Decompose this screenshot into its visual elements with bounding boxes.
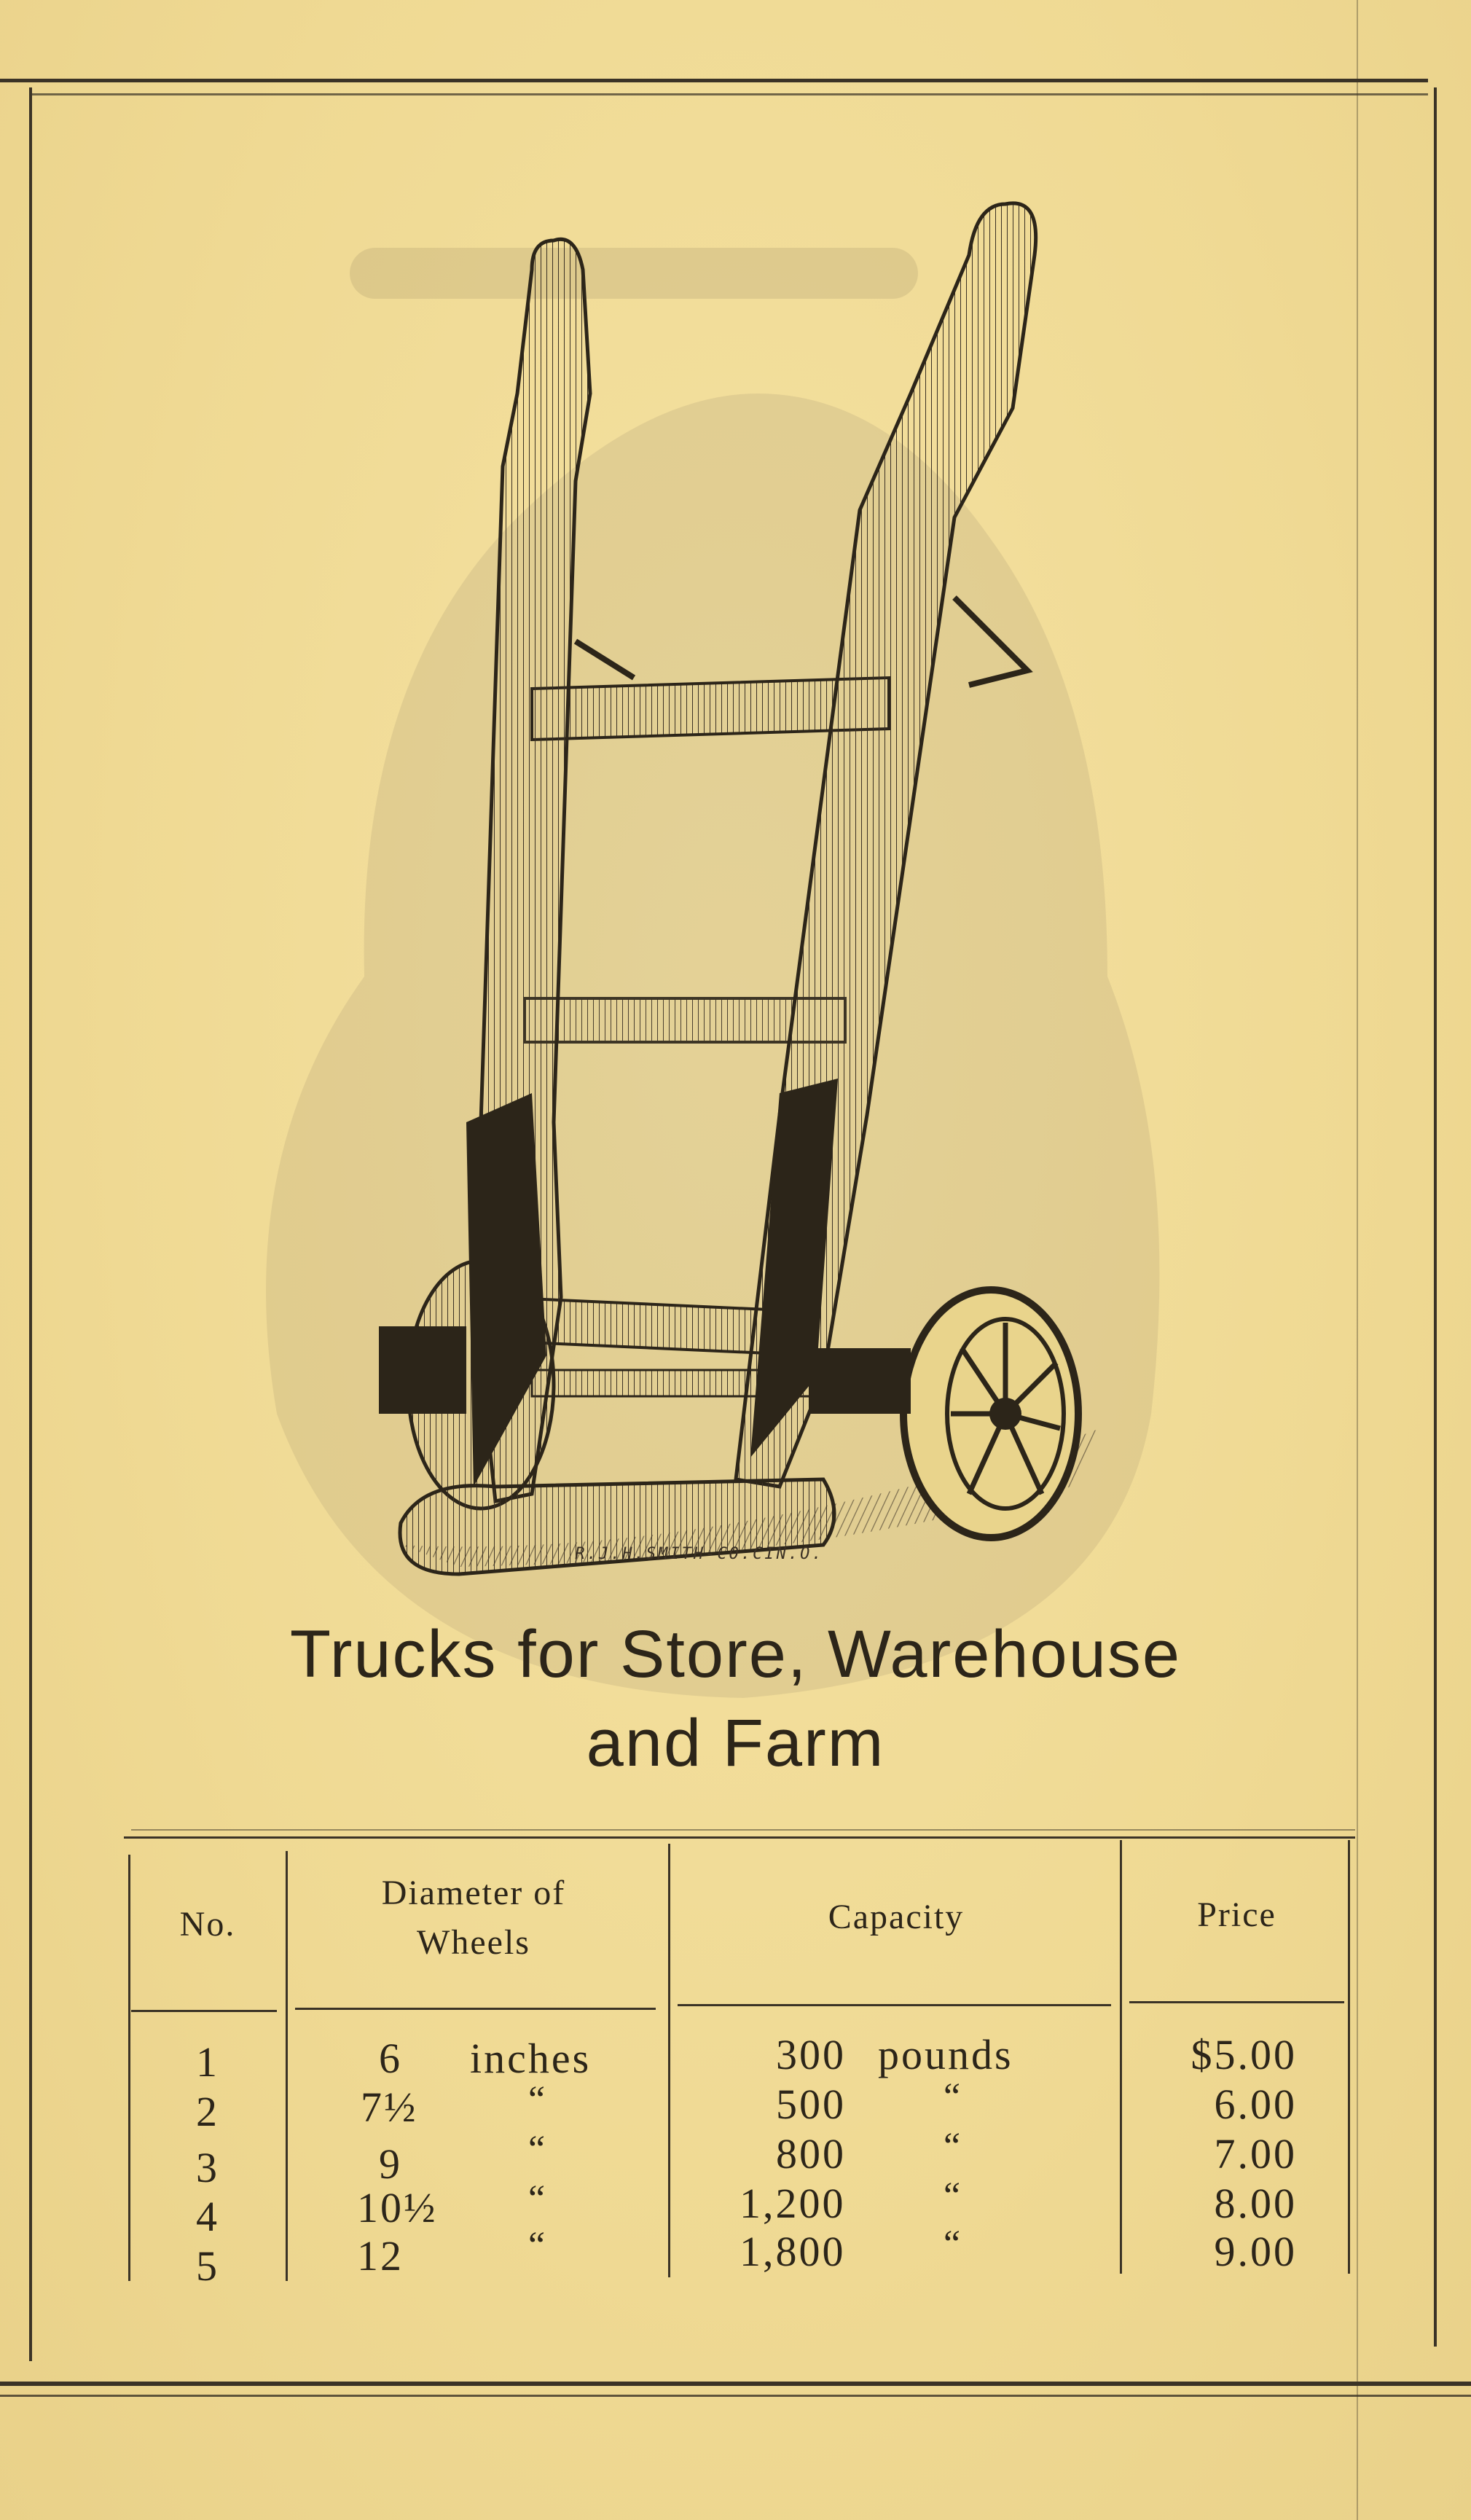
table-top-rule-2 xyxy=(131,1829,1355,1831)
row-4-capacity: 1,200 xyxy=(740,2180,846,2227)
header-underline-3 xyxy=(678,2004,1111,2006)
header-capacity: Capacity xyxy=(828,1898,965,1936)
row-3-price: 7.00 xyxy=(1214,2130,1297,2177)
table-top-rule xyxy=(124,1836,1355,1839)
header-underline-1 xyxy=(131,2010,277,2012)
header-price: Price xyxy=(1197,1895,1276,1934)
table-right-rule xyxy=(1348,1840,1350,2274)
row-4-no: 4 xyxy=(196,2193,219,2240)
page-title-line-1: Trucks for Store, Warehouse xyxy=(289,1617,1182,1691)
row-1-capacity-unit: pounds xyxy=(878,2031,1013,2078)
row-2-no: 2 xyxy=(196,2088,219,2135)
row-5-no: 5 xyxy=(196,2242,219,2290)
header-underline-4 xyxy=(1129,2001,1344,2003)
row-5-capacity: 1,800 xyxy=(740,2228,846,2275)
row-5-capacity-unit: “ xyxy=(944,2223,961,2265)
row-2-capacity: 500 xyxy=(776,2081,846,2128)
top-border-rule xyxy=(0,79,1428,82)
engraver-mark: R.J.H.SMITH-CO.CIN.O. xyxy=(575,1545,824,1563)
row-2-price: 6.00 xyxy=(1214,2081,1297,2128)
row-3-diameter-unit: “ xyxy=(528,2129,546,2170)
row-3-capacity: 800 xyxy=(776,2130,846,2177)
row-1-capacity: 300 xyxy=(776,2031,846,2078)
row-4-price: 8.00 xyxy=(1214,2180,1297,2227)
row-1-no: 1 xyxy=(196,2038,219,2086)
bottom-border-rule xyxy=(0,2382,1471,2386)
hand-truck-illustration xyxy=(313,175,1137,1589)
col-divider-2 xyxy=(668,1844,670,2277)
row-2-capacity-unit: “ xyxy=(944,2076,961,2118)
row-1-diameter: 6 xyxy=(379,2035,402,2082)
row-5-price: 9.00 xyxy=(1214,2228,1297,2275)
header-diameter-line-2: Wheels xyxy=(417,1923,530,1962)
top-border-rule-inner xyxy=(29,93,1428,95)
header-no: No. xyxy=(179,1905,236,1944)
right-border-rule xyxy=(1434,87,1437,2347)
table-left-rule xyxy=(128,1855,130,2281)
right-edge-rule xyxy=(1357,0,1358,2520)
row-2-diameter-unit: “ xyxy=(528,2079,546,2121)
row-5-diameter: 12 xyxy=(357,2232,404,2280)
row-3-diameter: 9 xyxy=(379,2140,402,2188)
left-border-rule xyxy=(29,87,32,2361)
row-1-diameter-unit: inches xyxy=(470,2035,592,2082)
row-5-diameter-unit: “ xyxy=(528,2225,546,2266)
header-diameter-line-1: Diameter of xyxy=(381,1874,566,1912)
row-1-price: $5.00 xyxy=(1190,2031,1297,2078)
row-4-diameter: 10½ xyxy=(357,2184,438,2231)
row-3-no: 3 xyxy=(196,2144,219,2191)
page-title-line-2: and Farm xyxy=(586,1706,885,1780)
header-underline-2 xyxy=(295,2008,656,2010)
row-4-diameter-unit: “ xyxy=(528,2178,546,2220)
row-3-capacity-unit: “ xyxy=(944,2126,961,2167)
col-divider-1 xyxy=(286,1851,288,2281)
bottom-border-rule-2 xyxy=(0,2395,1471,2397)
row-2-diameter: 7½ xyxy=(361,2083,418,2131)
row-4-capacity-unit: “ xyxy=(944,2175,961,2217)
